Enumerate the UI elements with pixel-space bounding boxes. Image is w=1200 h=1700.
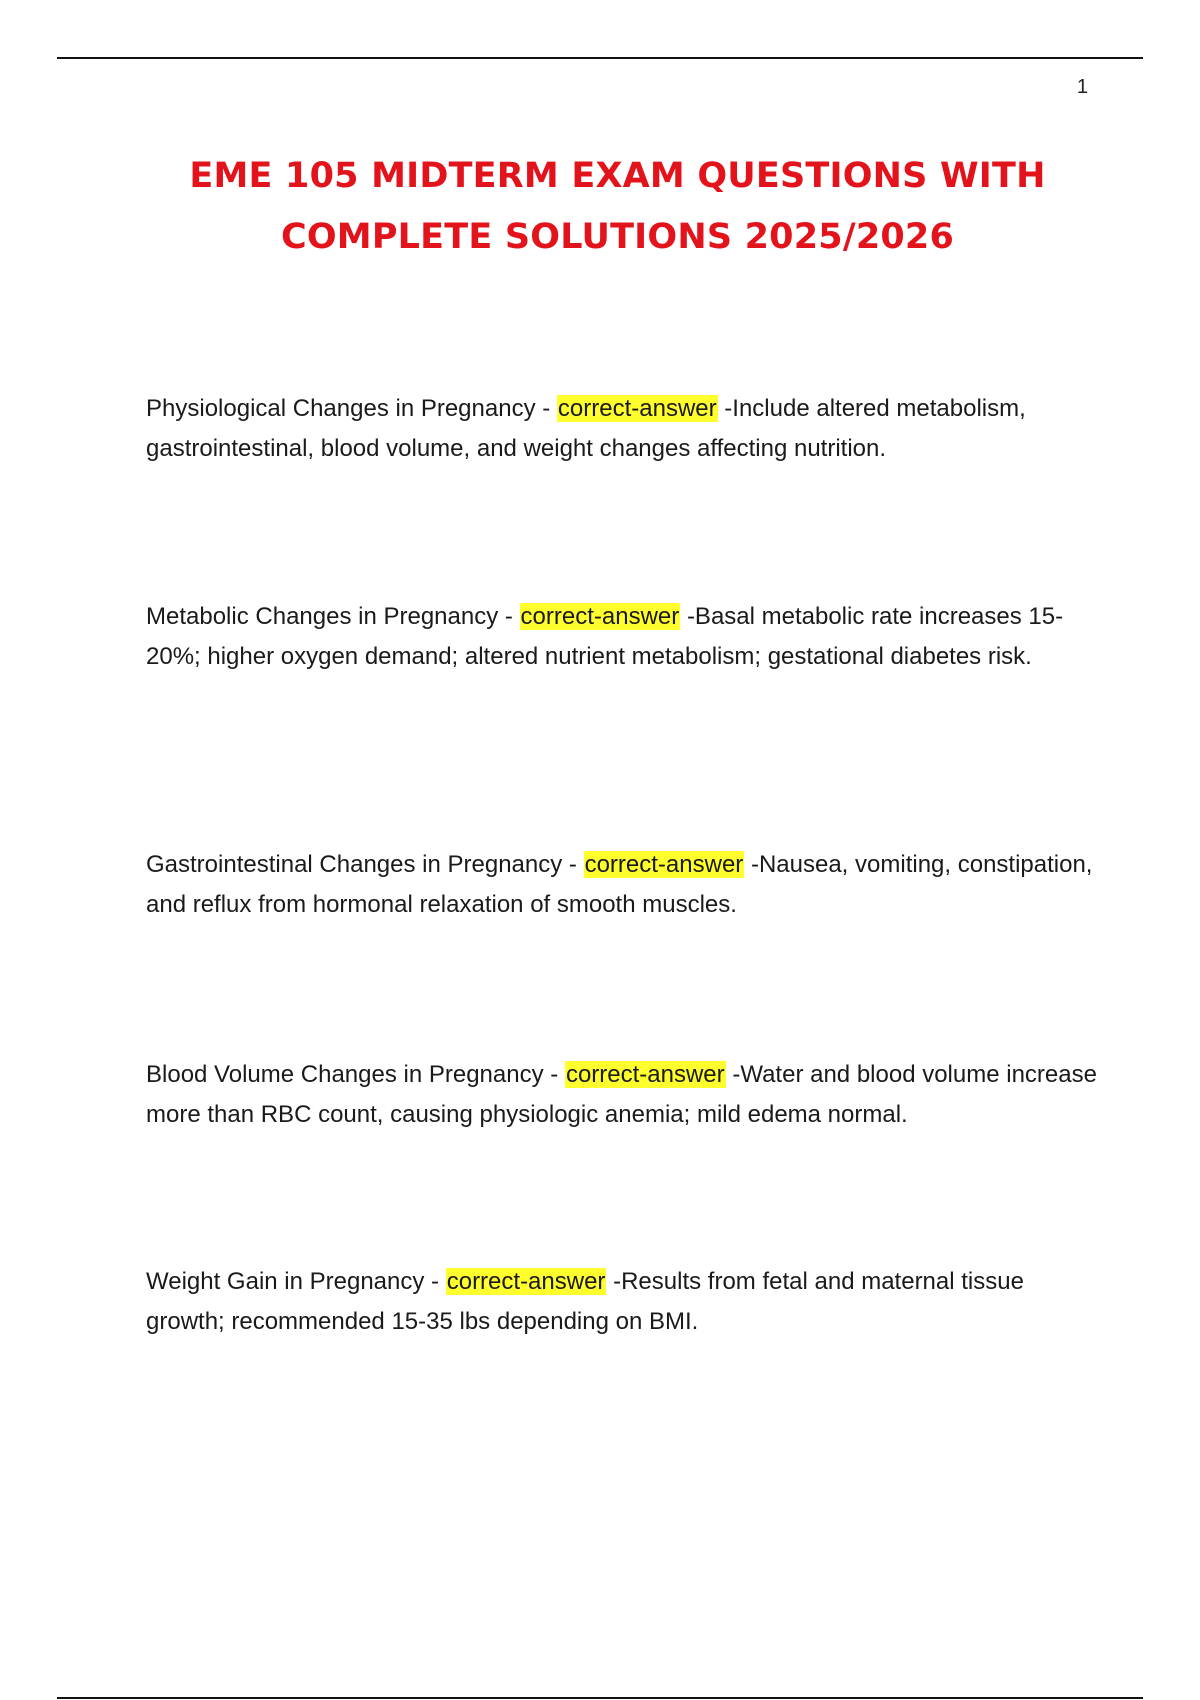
qa-item xyxy=(146,597,1106,677)
page-number: 1 xyxy=(1076,76,1088,98)
question-text: Blood Volume Changes in Pregnancy - xyxy=(146,1061,559,1088)
qa-item xyxy=(146,1055,1106,1135)
question-text: Gastrointestinal Changes in Pregnancy - xyxy=(146,851,577,878)
correct-answer-highlight: correct-answer xyxy=(584,851,744,878)
question-text: Weight Gain in Pregnancy - xyxy=(146,1268,440,1295)
qa-item xyxy=(146,845,1106,925)
document-title xyxy=(100,146,1135,268)
answer-text: -Results from fetal and maternal tissue growth; recommended 15-35 lbs depending on BMI. xyxy=(146,1268,1024,1335)
title-line-2: COMPLETE SOLUTIONS 2025/2026 xyxy=(280,217,955,257)
answer-text: -Include altered metabolism, gastrointestinal, blood volume, and weight changes affecting nutrition. xyxy=(146,395,1026,462)
correct-answer-highlight: correct-answer xyxy=(557,395,717,422)
correct-answer-highlight: correct-answer xyxy=(565,1061,725,1088)
footer-rule xyxy=(57,1697,1143,1699)
qa-item xyxy=(146,389,1106,469)
correct-answer-highlight: correct-answer xyxy=(520,603,680,630)
correct-answer-highlight: correct-answer xyxy=(446,1268,606,1295)
answer-text: -Nausea, vomiting, constipation, and reflux from hormonal relaxation of smooth muscles. xyxy=(146,851,1093,918)
header-rule xyxy=(57,57,1143,59)
title-line-1: EME 105 MIDTERM EXAM QUESTIONS WITH xyxy=(189,156,1046,196)
answer-text: -Water and blood volume increase more than RBC count, causing physiologic anemia; mild edema normal. xyxy=(146,1061,1097,1128)
qa-item xyxy=(146,1262,1106,1342)
question-text: Metabolic Changes in Pregnancy - xyxy=(146,603,513,630)
answer-text: -Basal metabolic rate increases 15-20%; higher oxygen demand; altered nutrient metabolism; gestational diabetes risk. xyxy=(146,603,1064,670)
question-text: Physiological Changes in Pregnancy - xyxy=(146,395,551,422)
